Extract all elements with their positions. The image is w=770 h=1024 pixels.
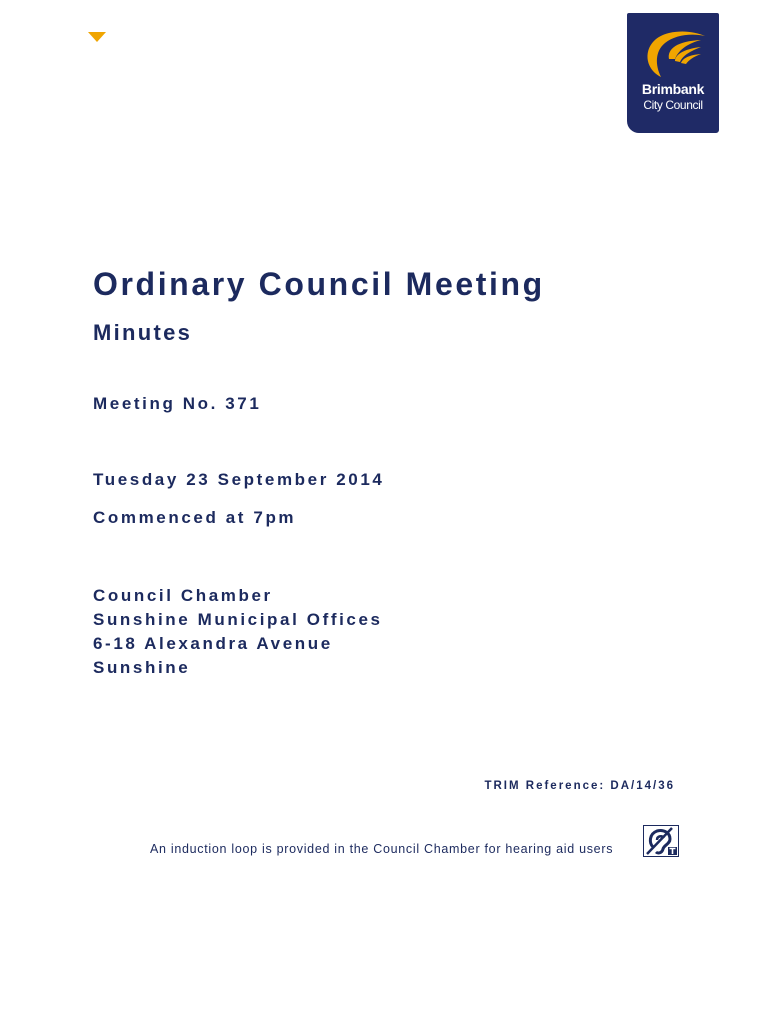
logo-subname: City Council [643, 98, 703, 112]
document-title: Ordinary Council Meeting [93, 266, 545, 302]
induction-loop-note: An induction loop is provided in the Council Chamber for hearing aid users [150, 842, 614, 856]
venue-line: Sunshine Municipal Offices [93, 610, 383, 629]
hearing-loop-icon [643, 825, 679, 857]
venue-line: Sunshine [93, 658, 191, 677]
venue-address [93, 584, 383, 680]
meeting-date: Tuesday 23 September 2014 [93, 470, 385, 489]
venue-line: 6-18 Alexandra Avenue [93, 634, 333, 653]
venue-line: Council Chamber [93, 586, 273, 605]
trim-reference: TRIM Reference: DA/14/36 [484, 780, 675, 792]
brimbank-logo [627, 13, 719, 133]
down-triangle-icon [88, 32, 106, 42]
document-subtitle: Minutes [93, 320, 193, 345]
meeting-number: Meeting No. 371 [93, 394, 262, 413]
brimbank-swoosh-icon [639, 27, 707, 79]
meeting-start-time: Commenced at 7pm [93, 508, 297, 527]
logo-name: Brimbank [641, 81, 705, 97]
